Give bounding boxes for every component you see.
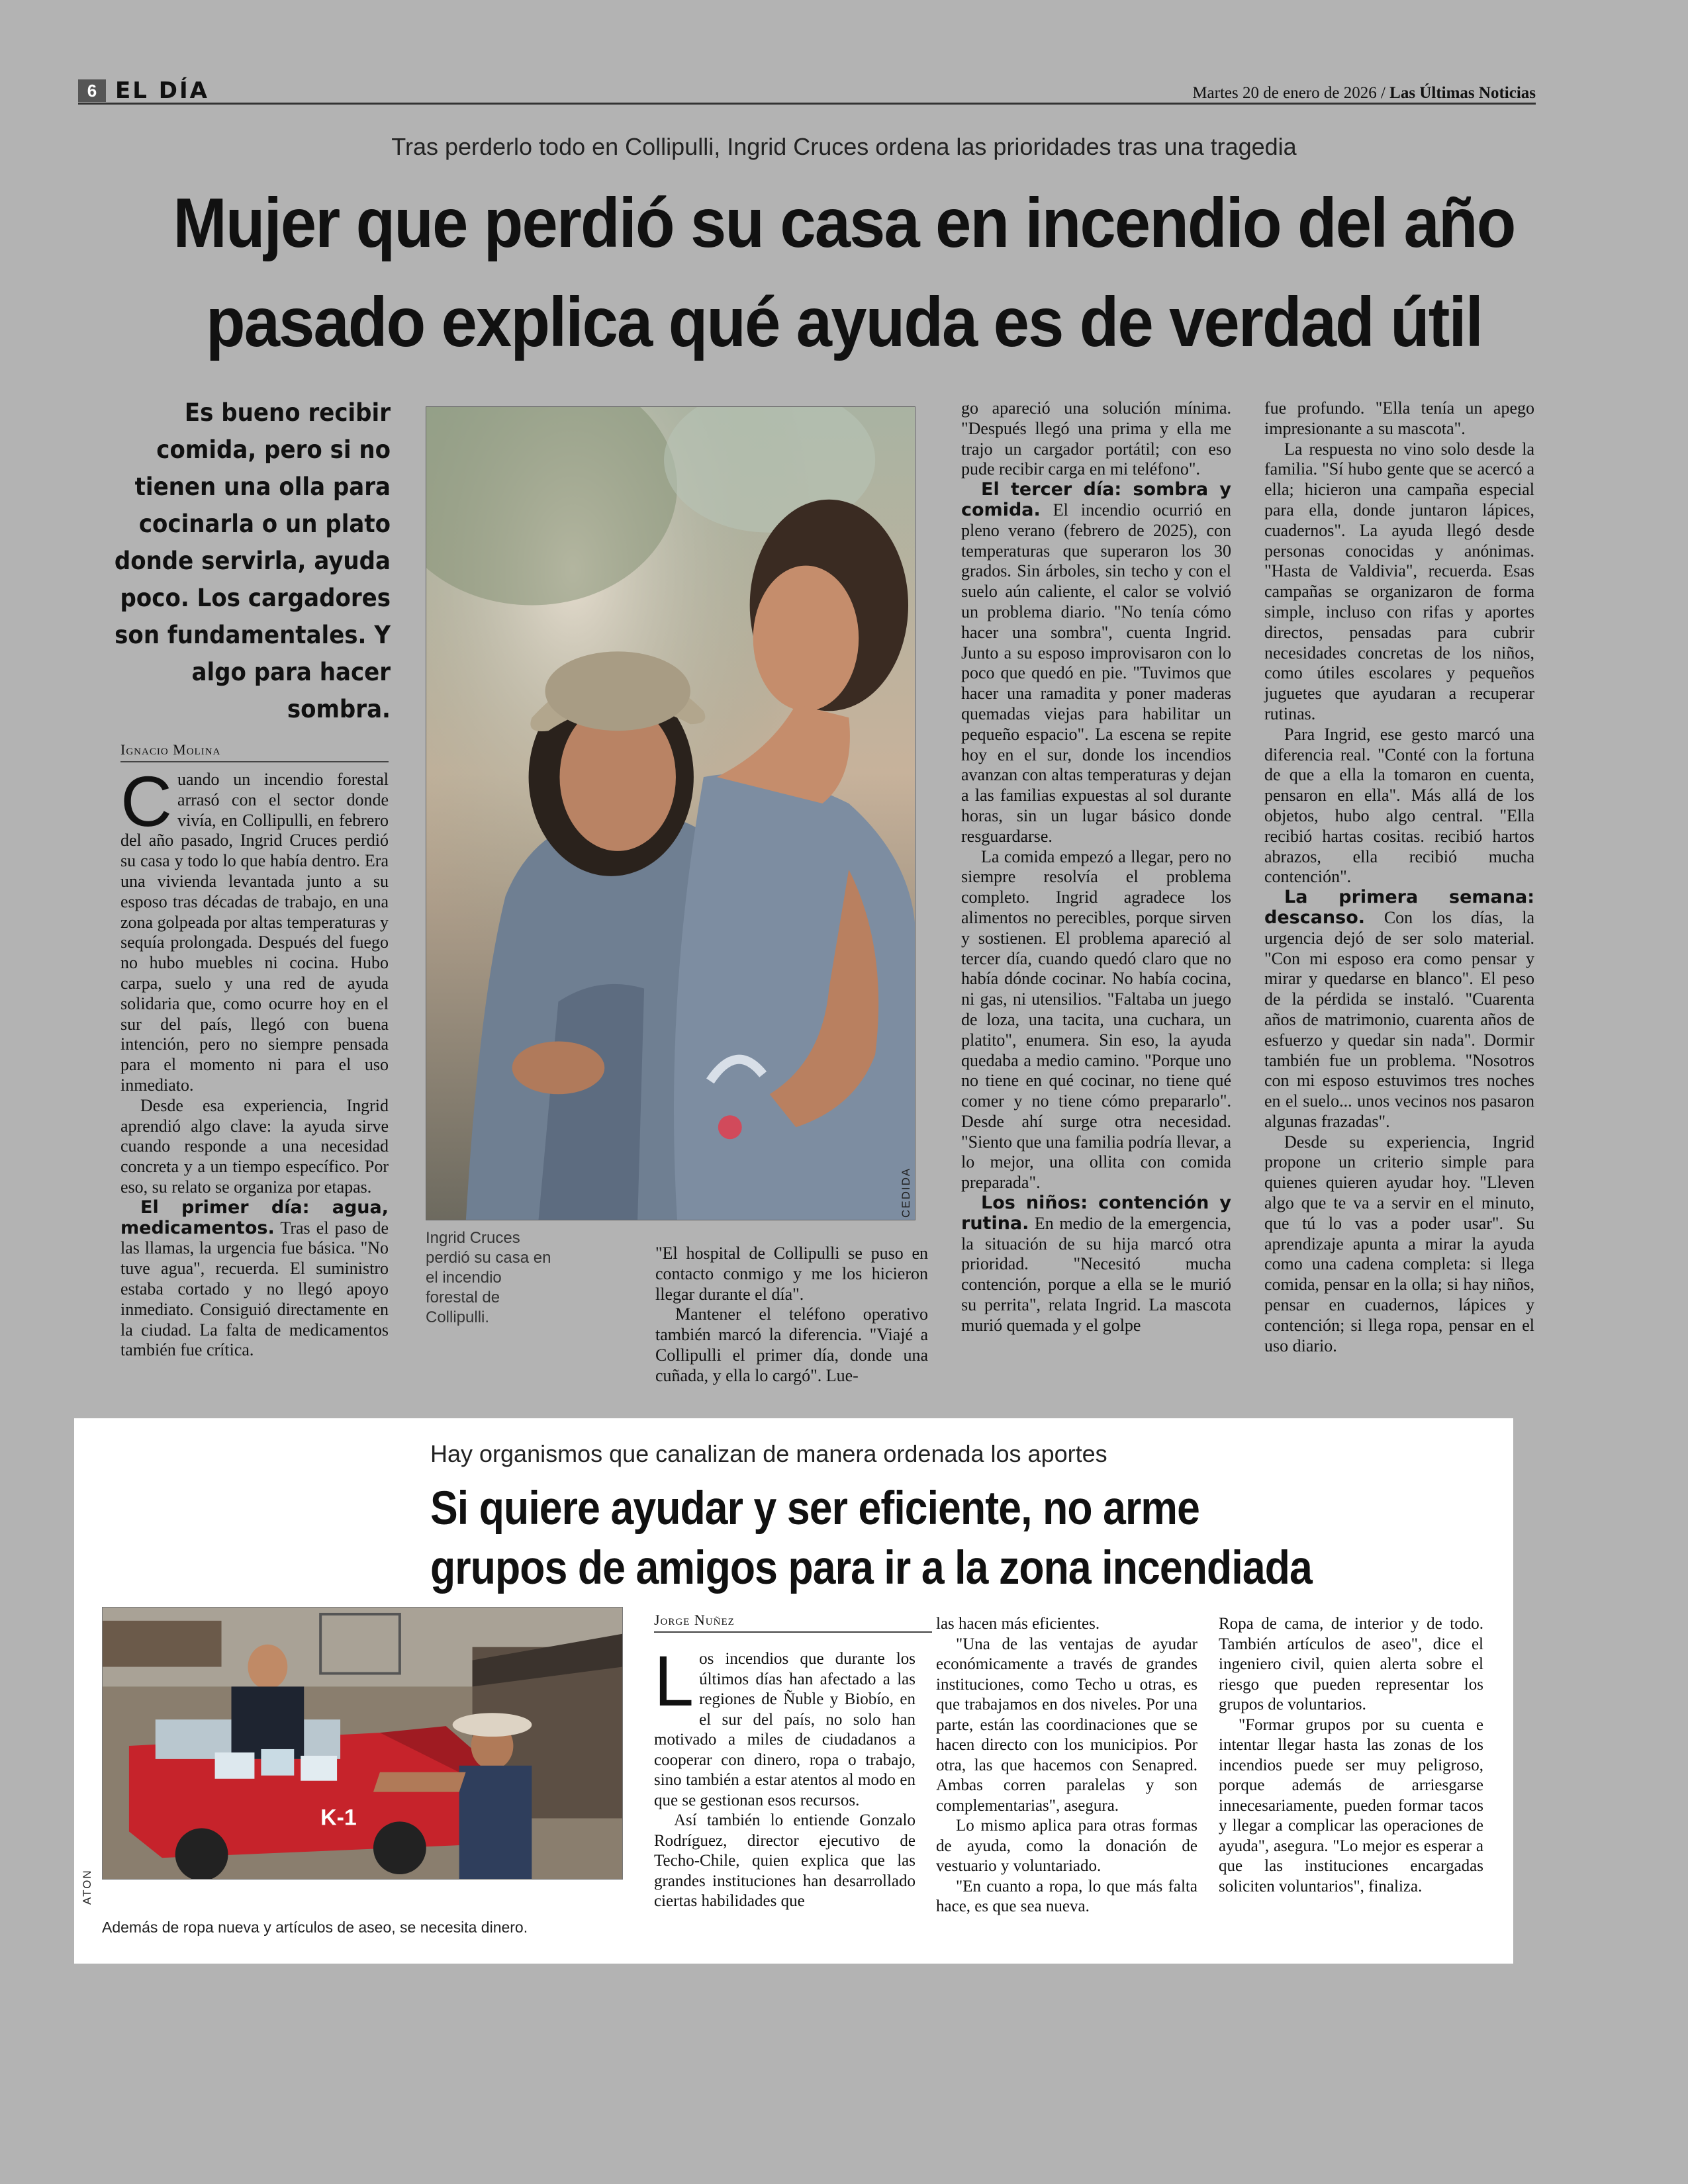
- newspaper-name: Las Últimas Noticias: [1389, 84, 1536, 102]
- date-separator: /: [1380, 84, 1385, 102]
- subheading: El primer día: agua, medicamentos.: [120, 1197, 389, 1238]
- secondary-headline: [430, 1479, 1362, 1598]
- truck-label: K-1: [320, 1805, 357, 1831]
- secondary-photo-credit: ATON: [81, 1869, 93, 1905]
- main-headline: [128, 173, 1560, 372]
- paragraph: Para Ingrid, ese gesto marcó una diferencia real. "Conté con la fortuna de que a ella la tomaron en cuenta, pensaron en ella". Más allá de los objetos, hubo algo central. "Ella recibió hartas cositas. recibió hartos abrazos, ella recibió mucha contención".: [1264, 724, 1534, 887]
- paragraph: las hacen más eficientes.: [936, 1615, 1100, 1633]
- secondary-byline: Jorge Nuñez: [654, 1612, 932, 1633]
- secondary-column-2: [936, 1614, 1197, 1917]
- paragraph: "Formar grupos por su cuenta e intentar llegar hasta las zonas de los incendios puede ser muy peligroso, porque además de arriesgarse innecesariamente, pueden formar tacos y llegar a complicar las operaciones de ayuda", asegura. "Lo mejor es esperar a que las instituciones encargadas soliciten voluntarios", finaliza.: [1219, 1715, 1483, 1895]
- paragraph: Los niños: contención y rutina. En medio de la emergencia, la situación de su hija marcó otra prioridad. "Necesitó mucha contención, porque a ella se le murió su perrita", relata Ingrid. La mascota murió quemada y el golpe: [961, 1193, 1231, 1335]
- page-number: 6: [78, 79, 106, 102]
- drop-cap: C: [120, 761, 172, 841]
- article-column-2: [655, 1244, 928, 1387]
- section-title: EL DÍA: [115, 77, 209, 104]
- paragraph: Así también lo entiende Gonzalo Rodríguez, director ejecutivo de Techo-Chile, quien explica que las grandes instituciones han desarrollado ciertas habilidades que: [654, 1811, 915, 1910]
- lede-quote: Es bueno recibir comida, pero si no tienen una olla para cocinarla o un plato donde servirla, ayuda poco. Los cargadores son fundamentales. Y algo para hacer sombra.: [114, 398, 391, 723]
- paragraph: "El hospital de Collipulli se puso en contacto conmigo y me los hicieron llegar durante el día".: [655, 1244, 928, 1304]
- main-photo: [426, 406, 915, 1220]
- paragraph: El primer día: agua, medicamentos. Tras el paso de las llamas, la urgencia fue básica. "No tuve agua", recuerda. El suministro estaba cortado y no llegó apoyo inmediato. Consiguió directamente en la ciudad. La falta de medicamentos también fue crítica.: [120, 1197, 389, 1360]
- paragraph: Desde esa experiencia, Ingrid aprendió algo clave: la ayuda sirve cuando responde a una necesidad concreta y a un tiempo específico. Por eso, su relato se organiza por etapas.: [120, 1095, 389, 1197]
- paragraph: La primera semana: descanso. Con los días, la urgencia dejó de ser solo material. "Con mi esposo era como pensar y mirar y quedarse en blanco". El peso de la pérdida se instaló. "Cuarenta años de matrimonio, cuarenta años de esfuerzo y quedar sin nada". Dormir también fue un problema. "Nosotros con mi esposo estuvimos tres noches en el suelo... unos vecinos nos pasaron algunas frazadas".: [1264, 887, 1534, 1131]
- main-kicker: Tras perderlo todo en Collipulli, Ingrid Cruces ordena las prioridades tras una tragedia: [391, 133, 1297, 160]
- secondary-column-3: [1219, 1614, 1483, 1897]
- subheading: La primera semana: descanso.: [1264, 887, 1534, 928]
- paragraph: fue profundo. "Ella tenía un apego impresionante a su mascota".: [1264, 398, 1534, 438]
- byline: Ignacio Molina: [120, 741, 389, 762]
- paragraph: Mantener el teléfono operativo también marcó la diferencia. "Viajé a Collipulli el primer día, donde una cuñada, y ella lo cargó". Lue-: [655, 1304, 928, 1385]
- secondary-headline-line-1: Si quiere ayudar y ser eficiente, no arme: [430, 1482, 1199, 1535]
- paragraph: Cuando un incendio forestal arrasó con el sector donde vivía, en Collipulli, en febrero del año pasado, Ingrid Cruces perdió su casa y todo lo que había dentro. Era una vivienda levantada junto a su esposo tras décadas de trabajo, en una zona golpeada por altas temperaturas y sequía prolongada. Después del fuego no hubo muebles ni cocina. Hubo carpa, suelo y una red de ayuda solidaria que, como ocurre hoy en el sur del país, llegó con buena intención, pero no siempre pensada para el momento ni para el uso inmediato.: [120, 761, 389, 1095]
- article-column-3: [961, 398, 1231, 1336]
- secondary-column-1: [654, 1641, 915, 1912]
- paragraph: Los incendios que durante los últimos días han afectado a las regiones de Ñuble y Biobío, en el sur del país, no solo han motivado a miles de ciudadanos a cooperar con dinero, ropa o trabajo, sino también a estar atentos al modo en que se gestionan esos recursos.: [654, 1641, 915, 1809]
- secondary-kicker: Hay organismos que canalizan de manera ordenada los aportes: [430, 1440, 1107, 1467]
- paragraph: Ropa de cama, de interior y de todo. También artículos de aseo", dice el ingeniero civil, quien alerta sobre el riesgo que pueden representar los grupos de voluntarios.: [1219, 1615, 1483, 1713]
- secondary-photo: [102, 1607, 623, 1880]
- photo-aid-truck: [103, 1608, 622, 1879]
- photo-credit: CEDIDA: [900, 1167, 912, 1218]
- paragraph: "Una de las ventajas de ayudar económicamente a través de grandes instituciones, como Techo u otras, es que trabajamos en dos niveles. Por una parte, están las coordinaciones que se hacen directo con los municipios. Por otra, las que hacemos con Senapred. Ambas corren paralelas y son complementarias", asegura.: [936, 1635, 1197, 1815]
- date-line: [1192, 83, 1536, 103]
- drop-cap: L: [654, 1641, 694, 1721]
- secondary-photo-caption: Además de ropa nueva y artículos de aseo, se necesita dinero.: [102, 1919, 528, 1936]
- issue-date: Martes 20 de enero de 2026: [1192, 84, 1377, 102]
- main-headline-line-1: Mujer que perdió su casa en incendio del año: [173, 184, 1515, 262]
- secondary-article: [74, 1418, 1513, 1964]
- paragraph: La comida empezó a llegar, pero no siempre resolvía el problema completo. Ingrid agradece los alimentos no perecibles, porque sirven y sostienen. El problema apareció al tercer día, cuando quedó claro que no había dónde cocinar. No había cocina, ni gas, ni utensilios. "Faltaba un juego de loza, una tacita, una cuchara, un platito", enumera. Sin eso, la ayuda quedaba a medio camino. "Porque uno no tiene en qué cocinar, no tiene qué comer y no tiene cómo prepararlo". Desde ahí surge otra necesidad. "Siento que una familia podría llevar, a lo mejor, una ollita con comida preparada".: [961, 846, 1231, 1193]
- main-headline-line-2: pasado explica qué ayuda es de verdad útil: [205, 283, 1483, 361]
- subheading: El tercer día: sombra y comida.: [961, 479, 1231, 520]
- paragraph: Lo mismo aplica para otras formas de ayuda, como la donación de vestuario y voluntariado.: [936, 1817, 1197, 1875]
- paragraph: La respuesta no vino solo desde la familia. "Sí hubo gente que se acercó a ella; hicieron una campaña especial para ella, donde juntaron lápices, cuadernos". La ayuda llegó desde personas conocidas y anónimas. "Hasta de Valdivia", recuerda. Esas campañas se organizaron de forma simple, incluso con rifas y aportes directos, pensadas para cubrir necesidades concretas de los niños, como útiles escolares y pequeños juguetes que ayudaran a recuperar rutinas.: [1264, 439, 1534, 723]
- secondary-headline-line-2: grupos de amigos para ir a la zona incendiada: [430, 1542, 1312, 1594]
- article-column-1: [120, 761, 389, 1361]
- paragraph: go apareció una solución mínima. "Después llegó una prima y ella me trajo un cargador portátil; con eso pude recibir carga en mi teléfono".: [961, 398, 1231, 479]
- article-column-4: [1264, 398, 1534, 1356]
- paragraph: "En cuanto a ropa, lo que más falta hace, es que sea nueva.: [936, 1877, 1197, 1915]
- page-header: [78, 78, 1536, 105]
- paragraph: El tercer día: sombra y comida. El incendio ocurrió en pleno verano (febrero de 2025), con temperaturas que superaron los 30 grados. Sin árboles, sin techo y con el suelo aún caliente, el calor se volvió un problema diario. "No tenía cómo hacer una sombra", cuenta Ingrid. Junto a su esposo improvisaron con lo poco que quedó en pie. "Tuvimos que hacer una ramadita y poner maderas quemadas viejas para habilitar un pequeño espacio". La escena se repite hoy en el sur, donde los incendios avanzan con altas temperaturas y dejan a las familias expuestas al sol durante horas, sin un lugar básico donde resguardarse.: [961, 479, 1231, 846]
- photo-caption: Ingrid Cruces perdió su casa en el incendio forestal de Collipulli.: [426, 1229, 551, 1326]
- paragraph: Desde su experiencia, Ingrid propone un criterio simple para quienes quieren ayudar hoy. "Lleven algo que te va a servir en el minuto, que tú lo vas a poder usar". Su aprendizaje apunta a mirar la ayuda como una cadena completa: si llega comida, pensar en la olla; si hay niños, pensar en cuadernos, lápices y contención; si llega ropa, pensar en el uso diario.: [1264, 1132, 1534, 1355]
- photo-woman-and-man: [426, 407, 915, 1220]
- subheading: Los niños: contención y rutina.: [961, 1193, 1231, 1234]
